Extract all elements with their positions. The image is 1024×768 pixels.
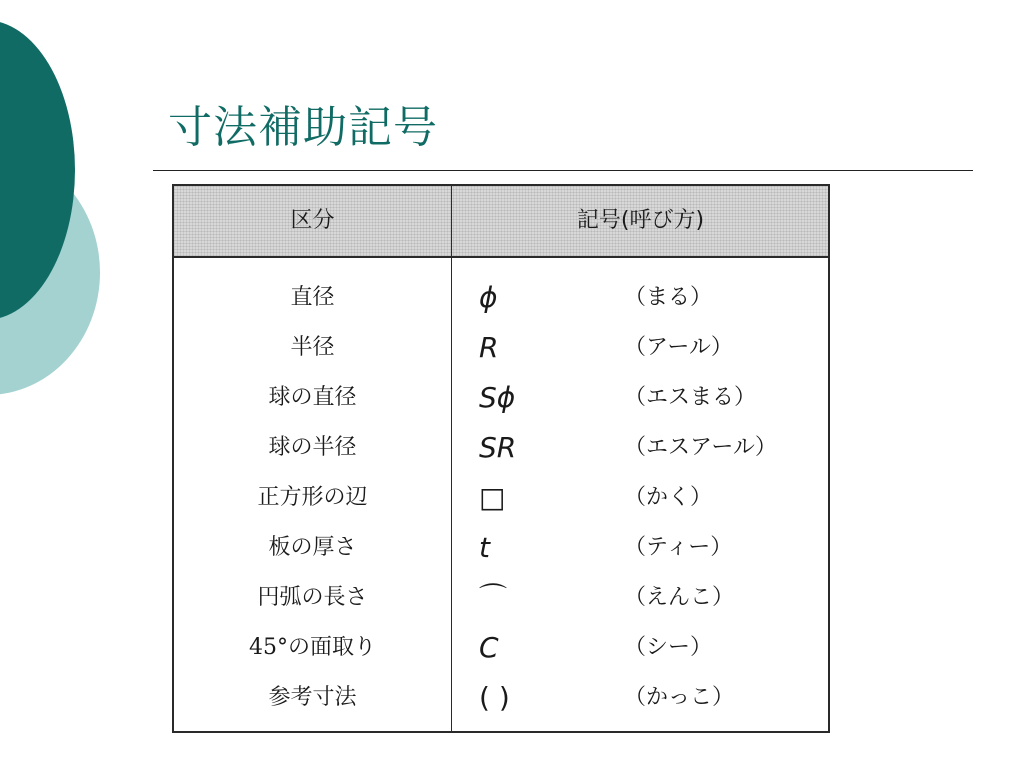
row-category: 直径 (290, 285, 335, 310)
row-reading: （エスまる） (624, 385, 757, 410)
row-reading: （アール） (624, 335, 733, 360)
row-symbol: C (479, 631, 499, 664)
row-category: 球の直径 (268, 385, 357, 410)
table-row (174, 423, 828, 473)
row-symbol: SR (479, 431, 517, 464)
row-symbol: ⌒ (479, 581, 508, 614)
row-category: 板の厚さ (268, 535, 357, 560)
table-row (174, 273, 828, 323)
table-row (174, 523, 828, 573)
row-symbol: Sϕ (479, 381, 516, 414)
row-reading: （エスアール） (624, 435, 777, 460)
row-reading: （かっこ） (624, 685, 735, 710)
row-reading: （シー） (624, 635, 713, 660)
title-divider (153, 170, 973, 171)
table-row (174, 623, 828, 673)
row-symbol: ( ) (479, 681, 510, 714)
table-header-row (174, 186, 828, 258)
row-symbol: t (479, 531, 490, 564)
row-symbol: R (479, 331, 499, 364)
table-row (174, 473, 828, 523)
header-category: 区分 (290, 208, 335, 233)
row-category: 半径 (290, 335, 335, 360)
row-symbol: □ (479, 481, 506, 514)
table-row (174, 573, 828, 623)
row-category: 円弧の長さ (257, 585, 368, 610)
table-row (174, 323, 828, 373)
table-row (174, 673, 828, 723)
row-category: 球の半径 (268, 435, 357, 460)
row-category: 正方形の辺 (257, 485, 368, 510)
slide-title: 寸法補助記号 (168, 102, 438, 153)
row-category: 45°の面取り (249, 635, 376, 660)
header-symbol: 記号(呼び方) (576, 208, 705, 233)
row-reading: （えんこ） (624, 585, 735, 610)
table-row (174, 373, 828, 423)
row-symbol: ϕ (479, 281, 498, 314)
row-reading: （かく） (624, 485, 713, 510)
dimension-symbol-table (172, 184, 830, 733)
row-reading: （まる） (624, 285, 713, 310)
row-reading: （ティー） (624, 535, 733, 560)
row-category: 参考寸法 (268, 685, 357, 710)
